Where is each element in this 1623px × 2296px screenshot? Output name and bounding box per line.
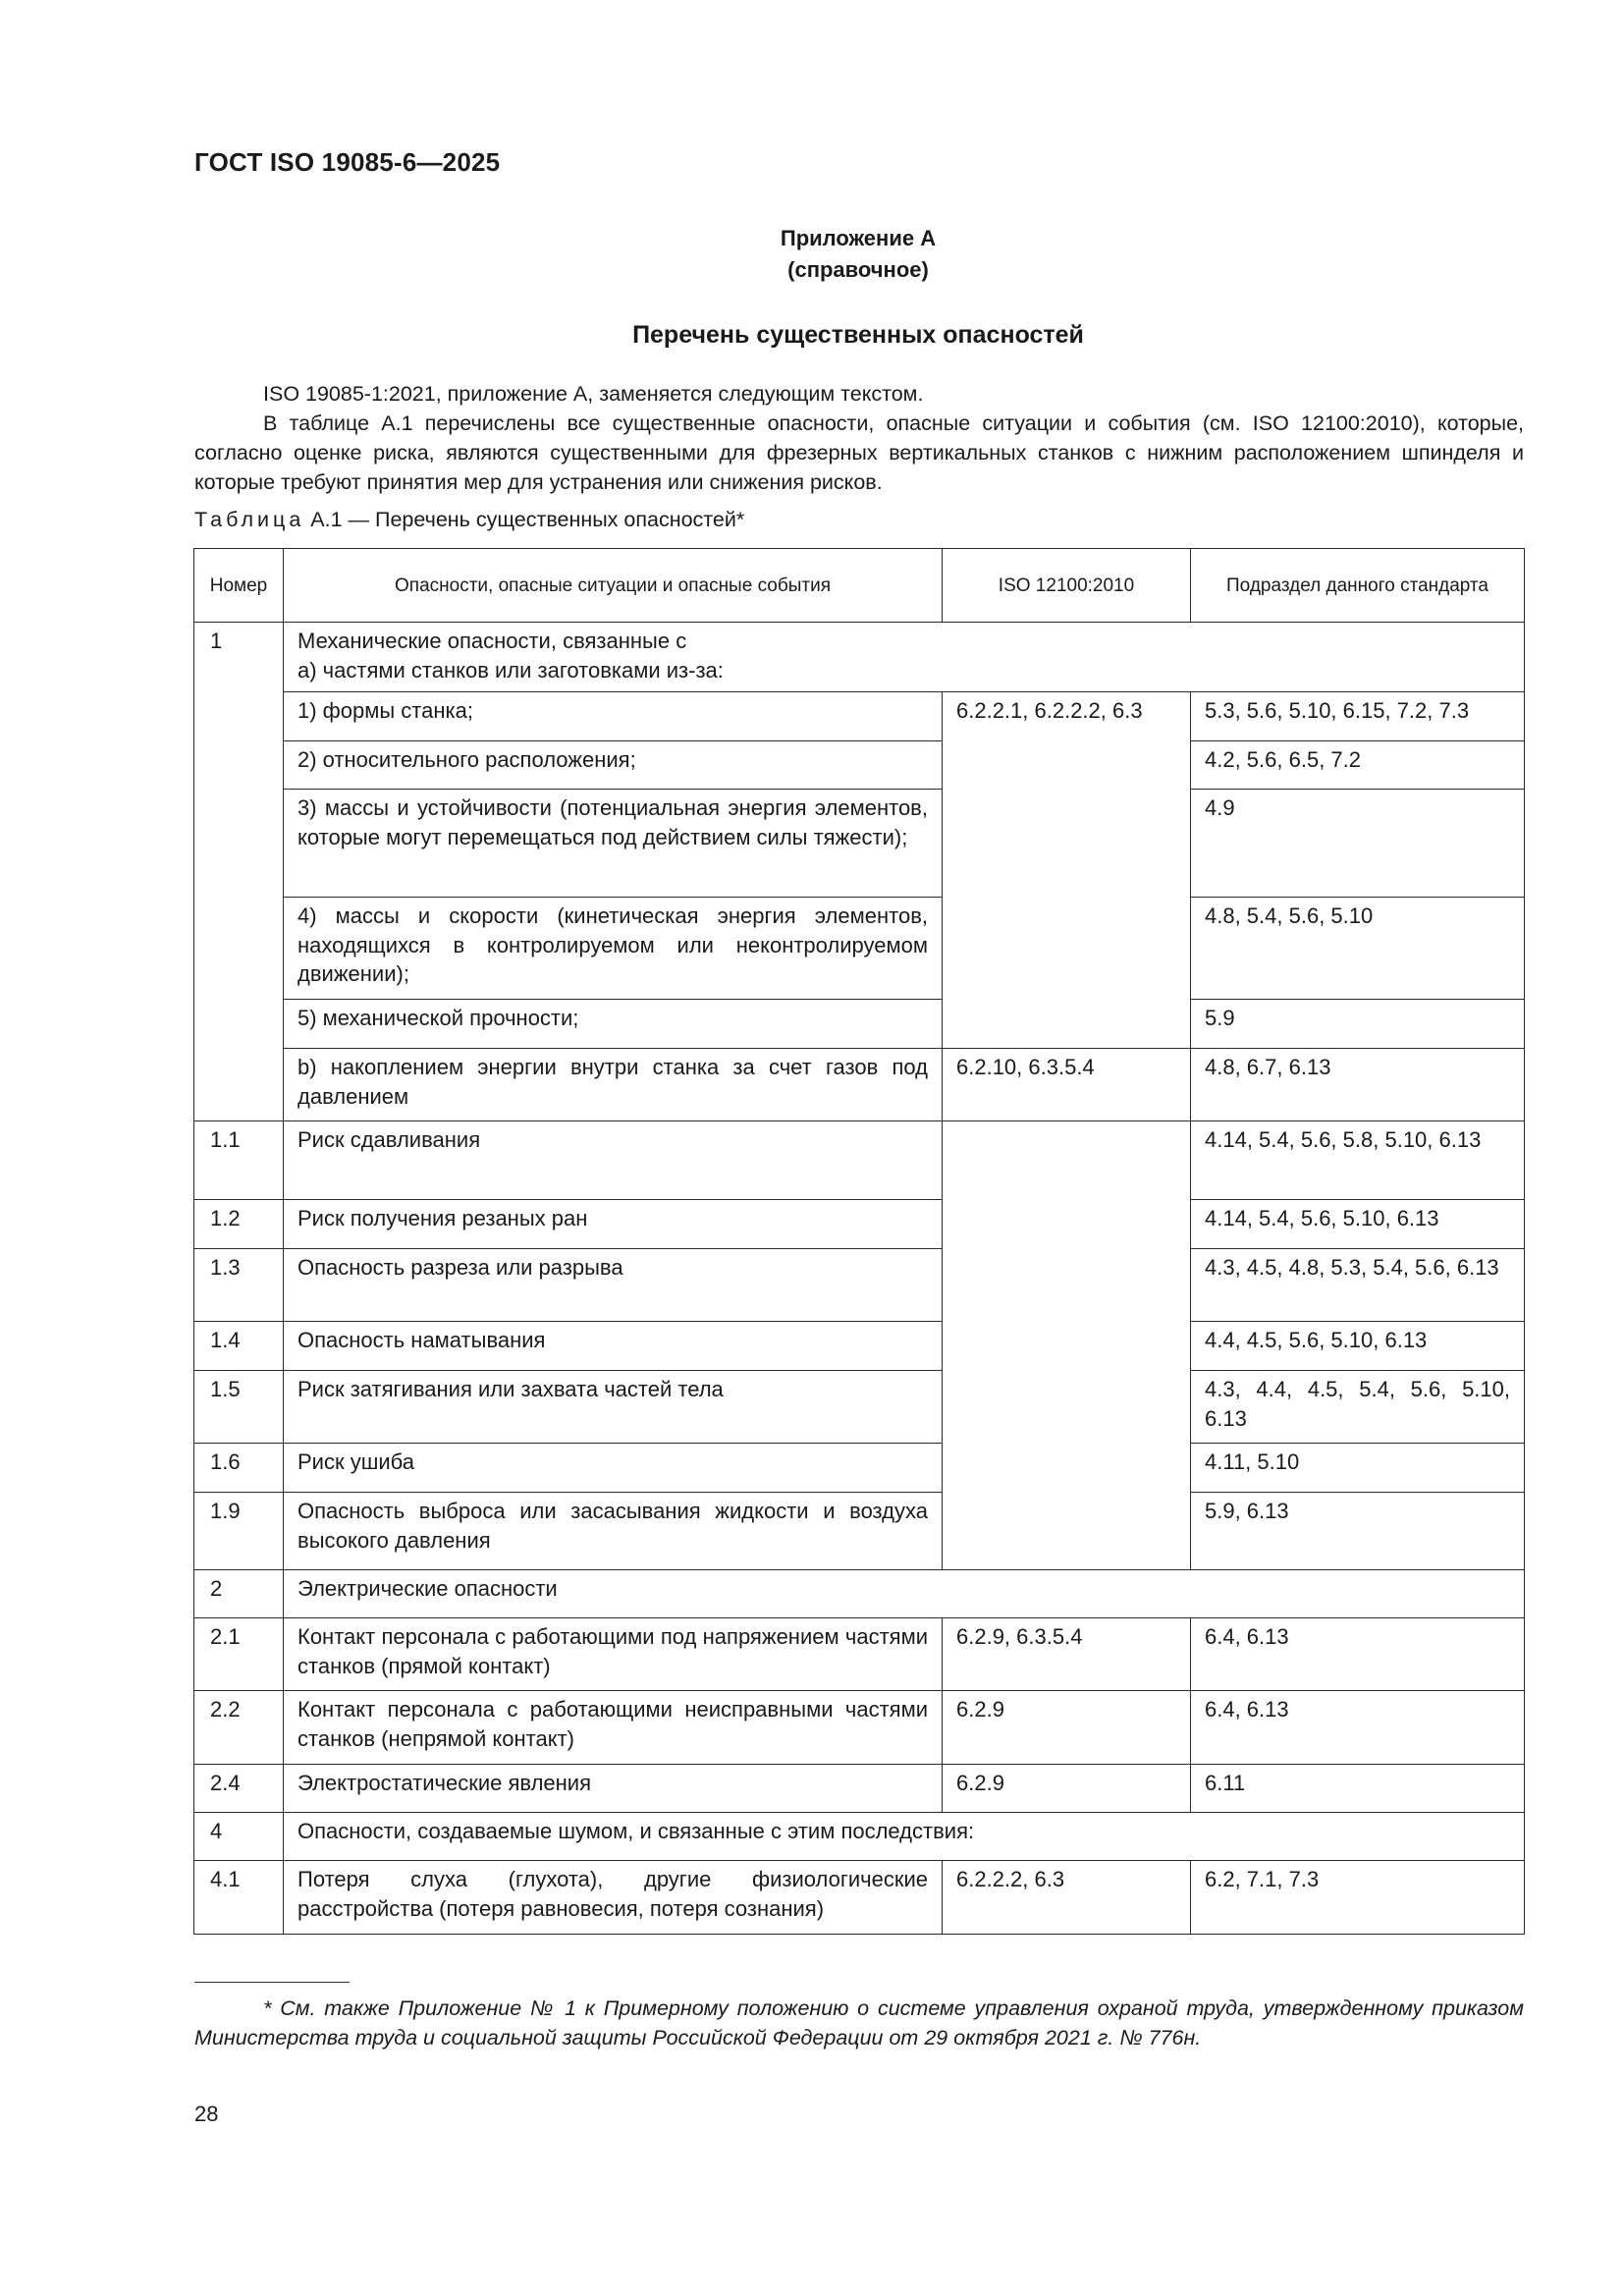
table-row	[194, 1813, 1525, 1861]
row-hazard: b) накоплением энергии внутри станка за счет газов под давлением	[284, 1049, 943, 1121]
row-hazard: Опасность наматывания	[284, 1322, 943, 1371]
row-number: 4.1	[194, 1861, 284, 1935]
row-hazard: 4) массы и скорости (кинетическая энергия элементов, находящихся в контролируемом или неконтролируемом движении);	[284, 898, 943, 1000]
row-iso: 6.2.9	[943, 1765, 1191, 1813]
row-subsection: 4.8, 6.7, 6.13	[1191, 1049, 1525, 1121]
footnote-separator	[194, 1982, 350, 1983]
header-iso: ISO 12100:2010	[943, 549, 1191, 623]
document-code: ГОСТ ISO 19085-6—2025	[194, 147, 501, 177]
row-hazard: Опасность выброса или засасывания жидкости и воздуха высокого давления	[284, 1493, 943, 1570]
row-iso: 6.2.2.2, 6.3	[943, 1861, 1191, 1935]
table-caption	[194, 508, 744, 532]
table-row	[194, 1322, 1525, 1371]
row-iso: 6.2.9, 6.3.5.4	[943, 1618, 1191, 1691]
row-hazard: 3) массы и устойчивости (потенциальная энергия элементов, которые могут перемещаться под действием силы тяжести);	[284, 790, 943, 898]
table-row	[194, 1121, 1525, 1200]
header-subsection: Подраздел данного стандарта	[1191, 549, 1525, 623]
row-subsection: 6.2, 7.1, 7.3	[1191, 1861, 1525, 1935]
row-subsection: 4.3, 4.5, 4.8, 5.3, 5.4, 5.6, 6.13	[1191, 1249, 1525, 1322]
hazards-table	[193, 548, 1525, 1935]
row-hazard: Электростатические явления	[284, 1765, 943, 1813]
row-hazard: Риск затягивания или захвата частей тела	[284, 1371, 943, 1444]
row-number: 1.4	[194, 1322, 284, 1371]
table-row	[194, 898, 1525, 1000]
row-subsection: 4.9	[1191, 790, 1525, 898]
row-number: 1.9	[194, 1493, 284, 1570]
table-row	[194, 1493, 1525, 1570]
row-number: 1.2	[194, 1200, 284, 1249]
row-subsection: 4.2, 5.6, 6.5, 7.2	[1191, 741, 1525, 790]
row-hazard: Опасности, создаваемые шумом, и связанные с этим последствия:	[284, 1813, 1525, 1861]
row-subsection: 4.3, 4.4, 4.5, 5.4, 5.6, 5.10, 6.13	[1191, 1371, 1525, 1444]
row-hazard: 5) механической прочности;	[284, 1000, 943, 1049]
table-row	[194, 1618, 1525, 1691]
header-hazard: Опасности, опасные ситуации и опасные события	[284, 549, 943, 623]
header-number: Номер	[194, 549, 284, 623]
row-subsection: 4.11, 5.10	[1191, 1444, 1525, 1493]
row-hazard: Потеря слуха (глухота), другие физиологические расстройства (потеря равновесия, потеря сознания)	[284, 1861, 943, 1935]
row-subsection: 5.9	[1191, 1000, 1525, 1049]
row-iso: 6.2.10, 6.3.5.4	[943, 1049, 1191, 1121]
row-hazard: 1) формы станка;	[284, 692, 943, 741]
row-number: 1.3	[194, 1249, 284, 1322]
row-number: 4	[194, 1813, 284, 1861]
intro-paragraph-1: ISO 19085-1:2021, приложение А, заменяется следующим текстом.	[263, 382, 924, 406]
row-subsection: 5.3, 5.6, 5.10, 6.15, 7.2, 7.3	[1191, 692, 1525, 741]
row-hazard: Риск ушиба	[284, 1444, 943, 1493]
intro-paragraph-2: В таблице А.1 перечислены все существенные опасности, опасные ситуации и события (см. ISO 12100:2010), которые, согласно оценке риска, являются существенными для фрезерных вертикальных станков с нижним расположением шпинделя и которые требуют принятия мер для устранения или снижения рисков.	[194, 411, 1524, 494]
row-number: 1.5	[194, 1371, 284, 1444]
row-subsection: 6.4, 6.13	[1191, 1618, 1525, 1691]
page-number: 28	[194, 2102, 219, 2126]
row-hazard: Контакт персонала с работающими неисправными частями станков (непрямой контакт)	[284, 1691, 943, 1765]
table-caption-text: А.1 — Перечень существенных опасностей*	[310, 508, 745, 531]
table-row	[194, 1049, 1525, 1121]
row-iso: 6.2.2.1, 6.2.2.2, 6.3	[943, 692, 1191, 1049]
row-number: 2.4	[194, 1765, 284, 1813]
table-row	[194, 1570, 1525, 1618]
row-subsection: 4.8, 5.4, 5.6, 5.10	[1191, 898, 1525, 1000]
row-number: 1.1	[194, 1121, 284, 1200]
row-hazard: 2) относительного расположения;	[284, 741, 943, 790]
row-hazard: Опасность разреза или разрыва	[284, 1249, 943, 1322]
row-subsection: 5.9, 6.13	[1191, 1493, 1525, 1570]
appendix-title: Перечень существенных опасностей	[632, 321, 1084, 349]
appendix-type: (справочное)	[787, 257, 929, 282]
row-number: 1	[194, 623, 284, 1121]
row-hazard: Контакт персонала с работающими под напряжением частями станков (прямой контакт)	[284, 1618, 943, 1691]
table-row	[194, 1691, 1525, 1765]
table-row	[194, 1249, 1525, 1322]
table-row	[194, 1861, 1525, 1935]
table-row	[194, 1765, 1525, 1813]
row-subsection: 4.4, 4.5, 5.6, 5.10, 6.13	[1191, 1322, 1525, 1371]
footnote: * См. также Приложение № 1 к Примерному положению о системе управления охраной труда, утвержденному приказом Министерства труда и социальной защиты Российской Федерации от 29 октября 2021 г. № 776н.	[194, 1996, 1524, 2050]
table-row	[194, 623, 1525, 692]
row-number: 1.6	[194, 1444, 284, 1493]
row-number: 2.2	[194, 1691, 284, 1765]
row-hazard: Риск сдавливания	[284, 1121, 943, 1200]
table-row	[194, 1200, 1525, 1249]
row-iso: 6.2.9	[943, 1691, 1191, 1765]
row-number: 2.1	[194, 1618, 284, 1691]
table-row	[194, 741, 1525, 790]
row-hazard: Риск получения резаных ран	[284, 1200, 943, 1249]
table-row	[194, 790, 1525, 898]
row-subsection: 6.4, 6.13	[1191, 1691, 1525, 1765]
row-subsection: 4.14, 5.4, 5.6, 5.8, 5.10, 6.13	[1191, 1121, 1525, 1200]
row-iso-empty	[943, 1121, 1191, 1570]
row-number: 2	[194, 1570, 284, 1618]
row-subsection: 6.11	[1191, 1765, 1525, 1813]
table-row	[194, 1000, 1525, 1049]
table-row	[194, 1444, 1525, 1493]
row-hazard: Механические опасности, связанные с а) частями станков или заготовками из-за:	[284, 623, 1525, 692]
appendix-label: Приложение А	[780, 226, 937, 250]
table-row	[194, 692, 1525, 741]
table-caption-word: Таблица	[194, 508, 305, 531]
row-hazard: Электрические опасности	[284, 1570, 1525, 1618]
table-row	[194, 1371, 1525, 1444]
row-subsection: 4.14, 5.4, 5.6, 5.10, 6.13	[1191, 1200, 1525, 1249]
